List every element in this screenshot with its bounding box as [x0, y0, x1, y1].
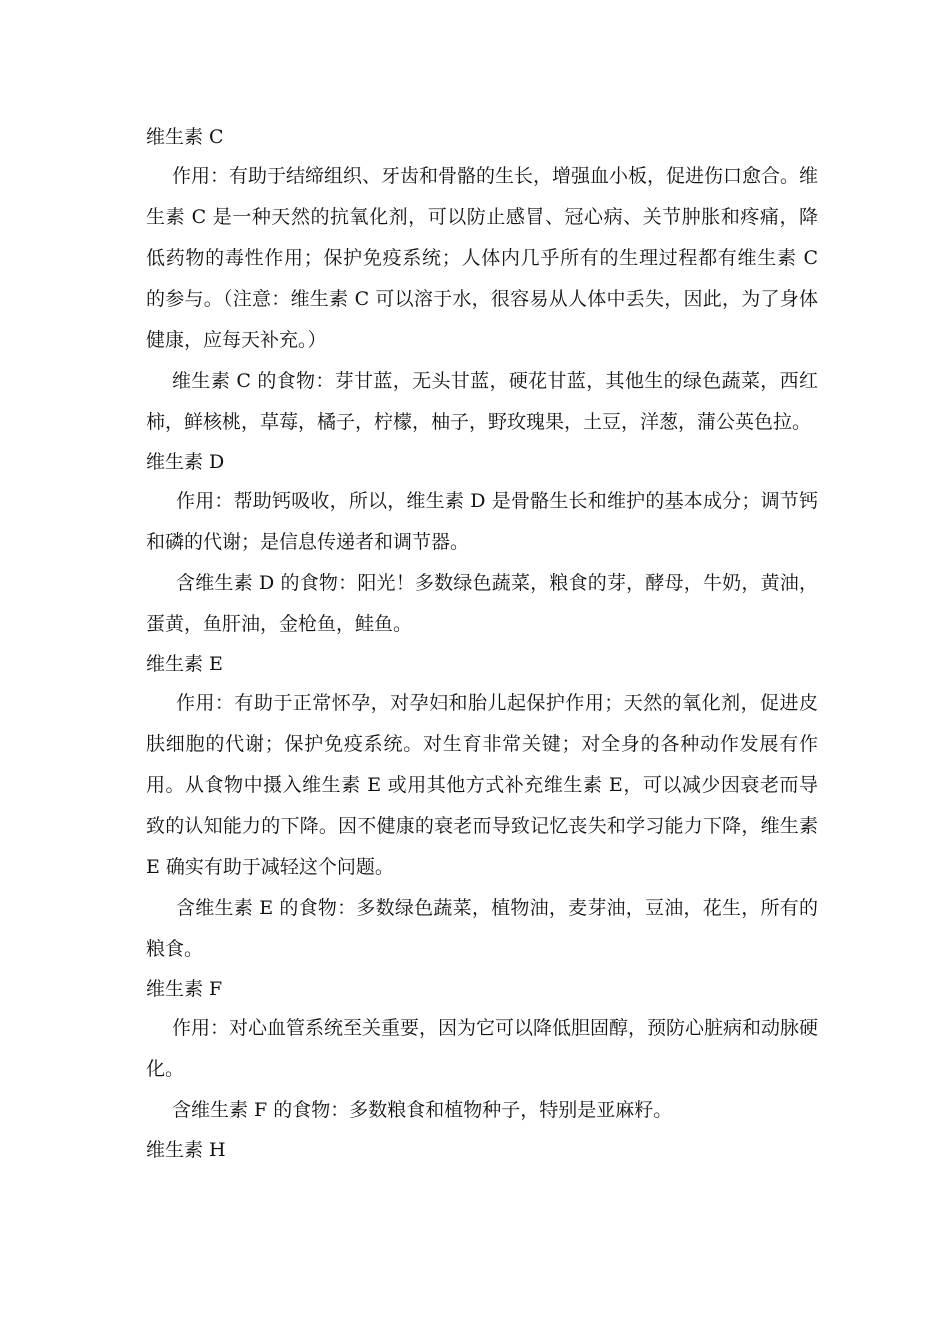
- effect-paragraph: 作用：对心血管系统至关重要，因为它可以降低胆固醇，预防心脏病和动脉硬化。: [146, 1017, 819, 1080]
- effect-paragraph: 作用：有助于正常怀孕，对孕妇和胎儿起保护作用；天然的氧化剂，促进皮肤细胞的代谢；保护免疫系统。对生育非常关键；对全身的各种动作发展有作用。从食物中摄入维生素 E 或用其他方式补充维生素 E，可以减少因衰老而导致的认知能力的下降。因不健康的衰老而导致记忆丧失和学习能力下降，维生素 E 确实有助于减轻这个问题。: [146, 692, 818, 878]
- section-heading: 维生素 C: [146, 126, 224, 148]
- food-paragraph: 含维生素 D 的食物：阳光！多数绿色蔬菜，粮食的芽，酵母，牛奶，黄油，蛋黄，鱼肝油，金枪鱼，鲑鱼。: [146, 572, 818, 635]
- section-heading: 维生素 E: [146, 653, 223, 675]
- document-body: [146, 118, 818, 1169]
- section-vitamin-d: [146, 443, 818, 645]
- section-vitamin-f: [146, 970, 818, 1131]
- effect-paragraph: 作用：有助于结缔组织、牙齿和骨骼的生长，增强血小板，促进伤口愈合。维生素 C 是一种天然的抗氧化剂，可以防止感冒、冠心病、关节肿胀和疼痛，降低药物的毒性作用；保护免疫系统；人体内几乎所有的生理过程都有维生素 C 的参与。（注意：维生素 C 可以溶于水，很容易从人体中丢失，因此，为了身体健康，应每天补充。）: [146, 165, 819, 351]
- section-vitamin-e: [146, 645, 818, 970]
- effect-paragraph: 作用：帮助钙吸收，所以，维生素 D 是骨骼生长和维护的基本成分；调节钙和磷的代谢；是信息传递者和调节器。: [146, 490, 818, 553]
- section-heading: 维生素 F: [146, 978, 223, 1000]
- section-heading: 维生素 D: [146, 451, 225, 473]
- section-vitamin-h: [146, 1131, 818, 1169]
- section-heading: 维生素 H: [146, 1139, 226, 1161]
- food-paragraph: 含维生素 F 的食物：多数粮食和植物种子，特别是亚麻籽。: [172, 1099, 673, 1121]
- food-paragraph: 含维生素 E 的食物：多数绿色蔬菜，植物油，麦芽油，豆油，花生，所有的粮食。: [146, 897, 818, 960]
- food-paragraph: 维生素 C 的食物：芽甘蓝，无头甘蓝，硬花甘蓝，其他生的绿色蔬菜，西红柿，鲜核桃，草莓，橘子，柠檬，柚子，野玫瑰果，土豆，洋葱，蒲公英色拉。: [146, 370, 818, 433]
- section-vitamin-c: [146, 118, 818, 443]
